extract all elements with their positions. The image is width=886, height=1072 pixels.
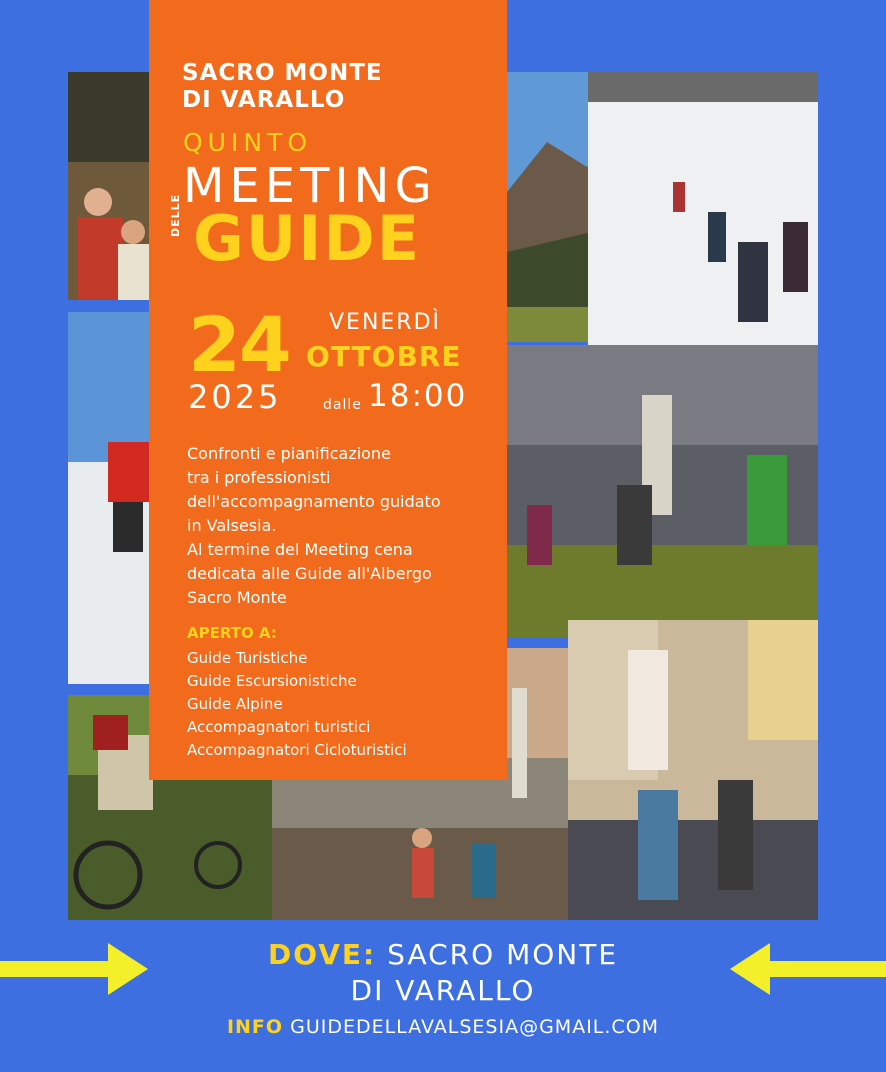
event-title-main: GUIDE — [193, 202, 422, 275]
event-description — [187, 442, 502, 610]
location-label: DOVE: — [267, 938, 377, 971]
contact-label: INFO — [226, 1016, 284, 1038]
list-item: Guide Escursionistiche — [187, 672, 357, 690]
venue-header-line1: SACRO MONTE — [182, 60, 383, 86]
photo-chapel-group — [507, 345, 818, 637]
description-line: in Valsesia. — [187, 516, 277, 535]
description-line: Sacro Monte — [187, 588, 287, 607]
list-item: Guide Alpine — [187, 695, 283, 713]
event-year: 2025 — [188, 378, 282, 416]
list-item: Guide Turistiche — [187, 649, 308, 667]
event-weekday: VENERDÌ — [329, 310, 442, 335]
contact-info — [0, 1016, 886, 1038]
venue-header-line2: DI VARALLO — [182, 87, 346, 113]
open-to-list — [187, 647, 407, 762]
event-from-label: dalle — [323, 397, 362, 413]
photo-group-guides — [68, 72, 149, 300]
event-ordinal: QUINTO — [183, 128, 312, 157]
list-item: Accompagnatori Cicloturistici — [187, 741, 407, 759]
photo-ski-mountaineer — [68, 312, 149, 684]
location-line1 — [0, 938, 886, 971]
event-info-panel — [149, 0, 507, 780]
photo-snowshoe-hike — [588, 72, 818, 355]
location-name-line1: SACRO MONTE — [387, 938, 619, 971]
event-day-number: 24 — [188, 300, 290, 389]
event-month: OTTOBRE — [306, 340, 462, 373]
venue-header — [182, 60, 482, 114]
event-title-delle: DELLE — [169, 193, 182, 237]
description-line: Al termine del Meeting cena — [187, 540, 413, 559]
event-time: 18:00 — [368, 378, 468, 414]
description-line: Confronti e pianificazione — [187, 444, 391, 463]
open-to-heading: APERTO A: — [187, 624, 277, 642]
list-item: Accompagnatori turistici — [187, 718, 371, 736]
description-line: dell'accompagnamento guidato — [187, 492, 441, 511]
description-line: tra i professionisti — [187, 468, 331, 487]
photo-town-street-crowd — [568, 620, 818, 920]
location-name-line2: DI VARALLO — [350, 974, 536, 1007]
event-title-line: MEETING — [183, 158, 437, 214]
description-line: dedicata alle Guide all'Albergo — [187, 564, 432, 583]
contact-email[interactable]: GUIDEDELLAVALSESIA@GMAIL.COM — [290, 1016, 660, 1038]
